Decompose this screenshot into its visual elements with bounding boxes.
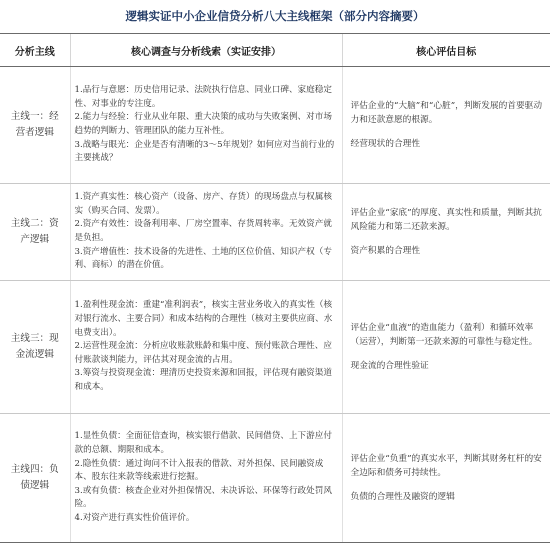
clue-item: 3.资产增值性：技术设备的先进性、土地的区位价值、知识产权（专利、商标）的潜在价值。 <box>74 246 332 271</box>
table-row <box>0 414 550 543</box>
target-cell <box>342 414 550 543</box>
table-header-row <box>0 34 550 67</box>
target-description: 评估企业“家底”的厚度、真实性和质量，判断其抗风险能力和第二还款来源。 <box>350 208 542 232</box>
clue-item: 3.筹资与投资现金流：理清历史投资来源和回报，评估现有融资渠道和成本。 <box>74 368 332 392</box>
clues-cell <box>70 67 342 184</box>
header-analysis-line: 分析主线 <box>0 34 70 67</box>
clue-item: 2.隐性负债：通过询问不计入报表的借款、对外担保、民间融资成本、股东往来款等线索进行挖掘。 <box>74 458 324 483</box>
clue-item: 4.对资产进行真实性价值评价。 <box>74 512 195 523</box>
target-description: 评估企业“血液”的造血能力（盈利）和循环效率（运营），判断第一还款来源的可靠性与稳定性。 <box>350 323 538 347</box>
framework-table <box>0 33 550 543</box>
target-note: 负债的合理性及融资的逻辑 <box>350 492 455 502</box>
target-note: 资产积累的合理性 <box>350 246 420 256</box>
target-description: 评估企业的“大脑”和“心脏”，判断发展的首要驱动力和还款意愿的根源。 <box>350 101 543 125</box>
analysis-line-cell: 主线三：现金流逻辑 <box>0 281 70 414</box>
clues-cell <box>70 414 342 543</box>
clue-item: 2.能力与经验：行业从业年限、重大决策的成功与失败案例、对市场趋势的判断力、管理团队的能力互补性。 <box>74 112 332 136</box>
analysis-line-cell: 主线二：资产逻辑 <box>0 184 70 281</box>
clues-cell <box>70 281 342 414</box>
header-core-target: 核心评估目标 <box>342 34 550 67</box>
clue-item: 3.战略与眼光：企业是否有清晰的3～5年规划？如何应对当前行业的主要挑战？ <box>74 139 335 164</box>
clue-item: 1.盈利性现金流：重建“准利润表”，核实主营业务收入的真实性（核对银行流水、主要合同）和成本结构的合理性（核对主要供应商、水电费支出）。 <box>74 300 333 338</box>
clue-item: 1.显性负债：全面征信查询，核实银行借款、民间借贷、上下游应付款的总额、期限和成本。 <box>74 431 332 456</box>
analysis-line-cell: 主线一：经营者逻辑 <box>0 67 70 184</box>
target-description: 评估企业“负重”的真实水平，判断其财务杠杆的安全边际和债务可持续性。 <box>350 454 542 478</box>
table-row <box>0 281 550 414</box>
clue-item: 3.或有负债：核查企业对外担保情况、未决诉讼、环保等行政处罚风险。 <box>74 485 332 510</box>
table-row <box>0 184 550 281</box>
clue-item: 1.品行与意愿：历史信用记录、法院执行信息、同业口碑、家庭稳定性、对事业的专注度。 <box>74 85 332 109</box>
target-note: 现金流的合理性验证 <box>350 361 429 371</box>
clue-item: 2.运营性现金流：分析应收账款账龄和集中度、预付账款合理性、应付账款谈判能力，评估其对现金流的占用。 <box>74 341 332 365</box>
clue-item: 1.资产真实性：核心资产（设备、房产、存货）的现场盘点与权属核实（购买合同、发票）。 <box>74 192 332 216</box>
target-note: 经营现状的合理性 <box>350 139 420 149</box>
header-core-clues: 核心调查与分析线索（实证安排） <box>70 34 342 67</box>
analysis-line-cell: 主线四：负债逻辑 <box>0 414 70 543</box>
target-cell <box>342 67 550 184</box>
document-title: 逻辑实证中小企业信贷分析八大主线框架（部分内容摘要） <box>125 9 425 23</box>
target-cell <box>342 281 550 414</box>
table-row <box>0 67 550 184</box>
clue-item: 2.资产有效性：设备利用率、厂房空置率、存货周转率。无效资产就是负担。 <box>74 219 332 243</box>
target-cell <box>342 184 550 281</box>
clues-cell <box>70 184 342 281</box>
